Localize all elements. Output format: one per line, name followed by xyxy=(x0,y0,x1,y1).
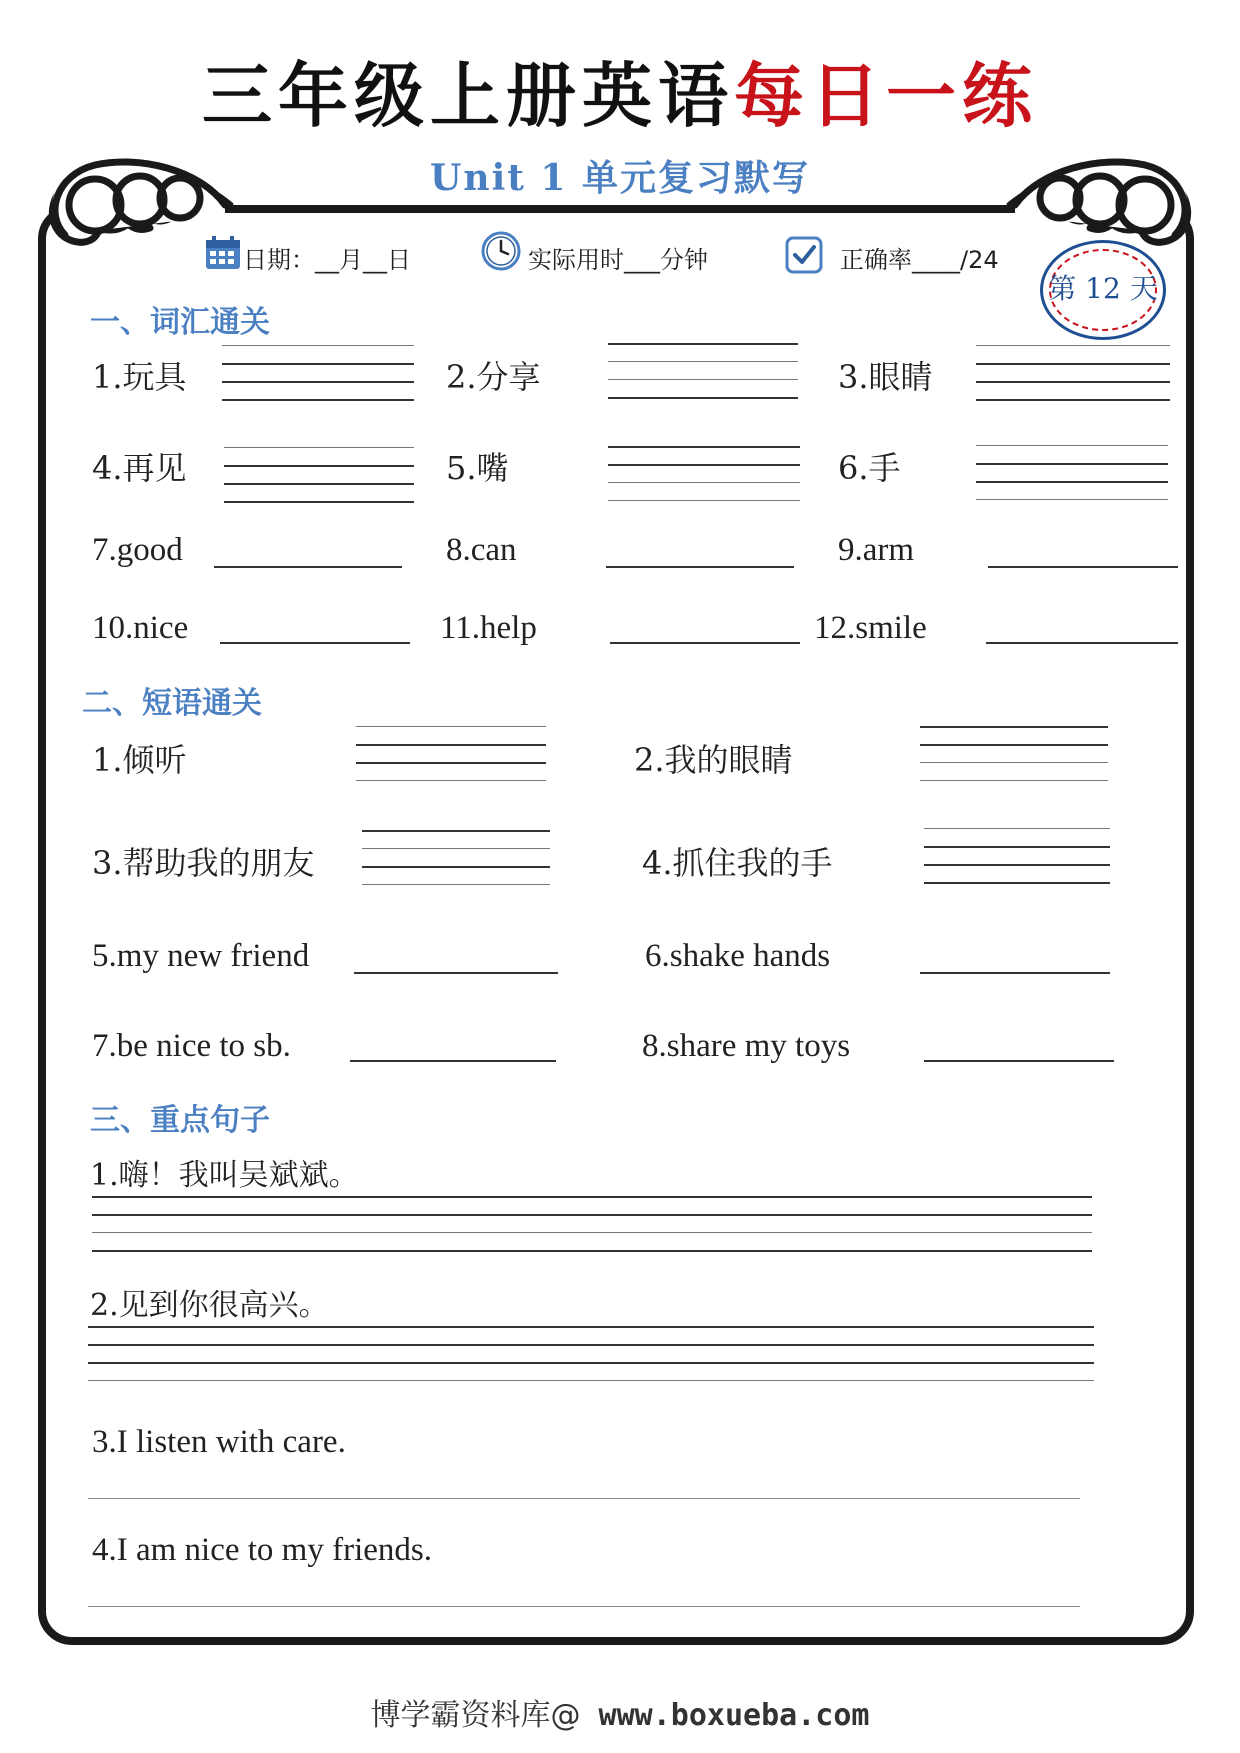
phrase-item: 4.抓住我的手 xyxy=(642,844,833,882)
vocab-item: 6.手 xyxy=(838,449,901,487)
vocab-item: 2.分享 xyxy=(446,358,541,396)
vocab-item: 8.can xyxy=(446,532,517,568)
phrase-item: 7.be nice to sb. xyxy=(92,1028,291,1064)
day-badge-text: 第 12 天 xyxy=(1048,272,1158,305)
answer-blank[interactable] xyxy=(920,972,1110,974)
writing-lines[interactable] xyxy=(976,445,1168,501)
accuracy-field: 正确率____/24 xyxy=(840,246,999,274)
answer-blank[interactable] xyxy=(214,566,402,568)
clock-icon xyxy=(480,230,522,272)
writing-lines[interactable] xyxy=(924,828,1110,884)
title-black: 三年级上册英语 xyxy=(202,55,734,137)
writing-lines[interactable] xyxy=(362,830,550,886)
answer-blank[interactable] xyxy=(606,566,794,568)
footer-site-name: 博学霸资料库@ xyxy=(370,1698,581,1733)
sentence-item: 1.嗨！我叫吴斌斌。 xyxy=(90,1158,359,1193)
writing-lines[interactable] xyxy=(608,343,798,399)
vocab-item: 11.help xyxy=(440,610,537,646)
section-vocab-heading: 一、词汇通关 xyxy=(90,305,270,340)
answer-blank[interactable] xyxy=(610,642,800,644)
writing-lines[interactable] xyxy=(976,345,1170,401)
sentence-item: 2.见到你很高兴。 xyxy=(90,1288,329,1323)
vocab-item: 7.good xyxy=(92,532,183,568)
unit-heading: Unit 1 单元复习默写 xyxy=(430,157,810,199)
vocab-item: 3.眼睛 xyxy=(838,358,933,396)
answer-blank[interactable] xyxy=(88,1606,1080,1607)
answer-blank[interactable] xyxy=(220,642,410,644)
phrase-item: 6.shake hands xyxy=(645,938,831,974)
writing-lines[interactable] xyxy=(222,345,414,401)
vocab-item: 10.nice xyxy=(92,610,189,646)
section-phrases-heading: 二、短语通关 xyxy=(82,686,262,721)
phrase-item: 8.share my toys xyxy=(642,1028,851,1064)
answer-blank[interactable] xyxy=(988,566,1178,568)
section-sentences-heading: 三、重点句子 xyxy=(90,1103,270,1138)
answer-blank[interactable] xyxy=(350,1060,556,1062)
sentence-item: 4.I am nice to my friends. xyxy=(92,1532,432,1568)
footer-watermark xyxy=(0,1690,1240,1734)
phrase-item: 2.我的眼睛 xyxy=(634,741,793,779)
writing-lines[interactable] xyxy=(920,726,1108,782)
footer-url: www.boxueba.com xyxy=(580,1698,870,1733)
vocab-item: 9.arm xyxy=(838,532,915,568)
sentence-item: 3.I listen with care. xyxy=(92,1424,346,1460)
answer-blank[interactable] xyxy=(88,1498,1080,1499)
phrase-item: 3.帮助我的朋友 xyxy=(92,844,315,882)
vocab-item: 12.smile xyxy=(814,610,927,646)
writing-lines[interactable] xyxy=(608,446,800,502)
writing-lines[interactable] xyxy=(356,726,546,782)
phrase-item: 1.倾听 xyxy=(92,741,187,779)
phrase-item: 5.my new friend xyxy=(92,938,310,974)
day-badge xyxy=(1040,240,1166,340)
time-used-field: 实际用时___分钟 xyxy=(528,246,708,274)
vocab-item: 4.再见 xyxy=(92,449,187,487)
vocab-item: 1.玩具 xyxy=(92,358,187,396)
writing-lines[interactable] xyxy=(224,447,414,503)
writing-lines[interactable] xyxy=(88,1326,1094,1382)
answer-blank[interactable] xyxy=(924,1060,1114,1062)
date-field: 日期：__月__日 xyxy=(243,246,411,274)
writing-lines[interactable] xyxy=(92,1196,1092,1252)
title-red: 每日一练 xyxy=(734,55,1038,137)
answer-blank[interactable] xyxy=(986,642,1178,644)
answer-blank[interactable] xyxy=(354,972,558,974)
calendar-icon xyxy=(205,236,241,270)
checkbox-icon xyxy=(785,236,823,274)
vocab-item: 5.嘴 xyxy=(446,449,509,487)
